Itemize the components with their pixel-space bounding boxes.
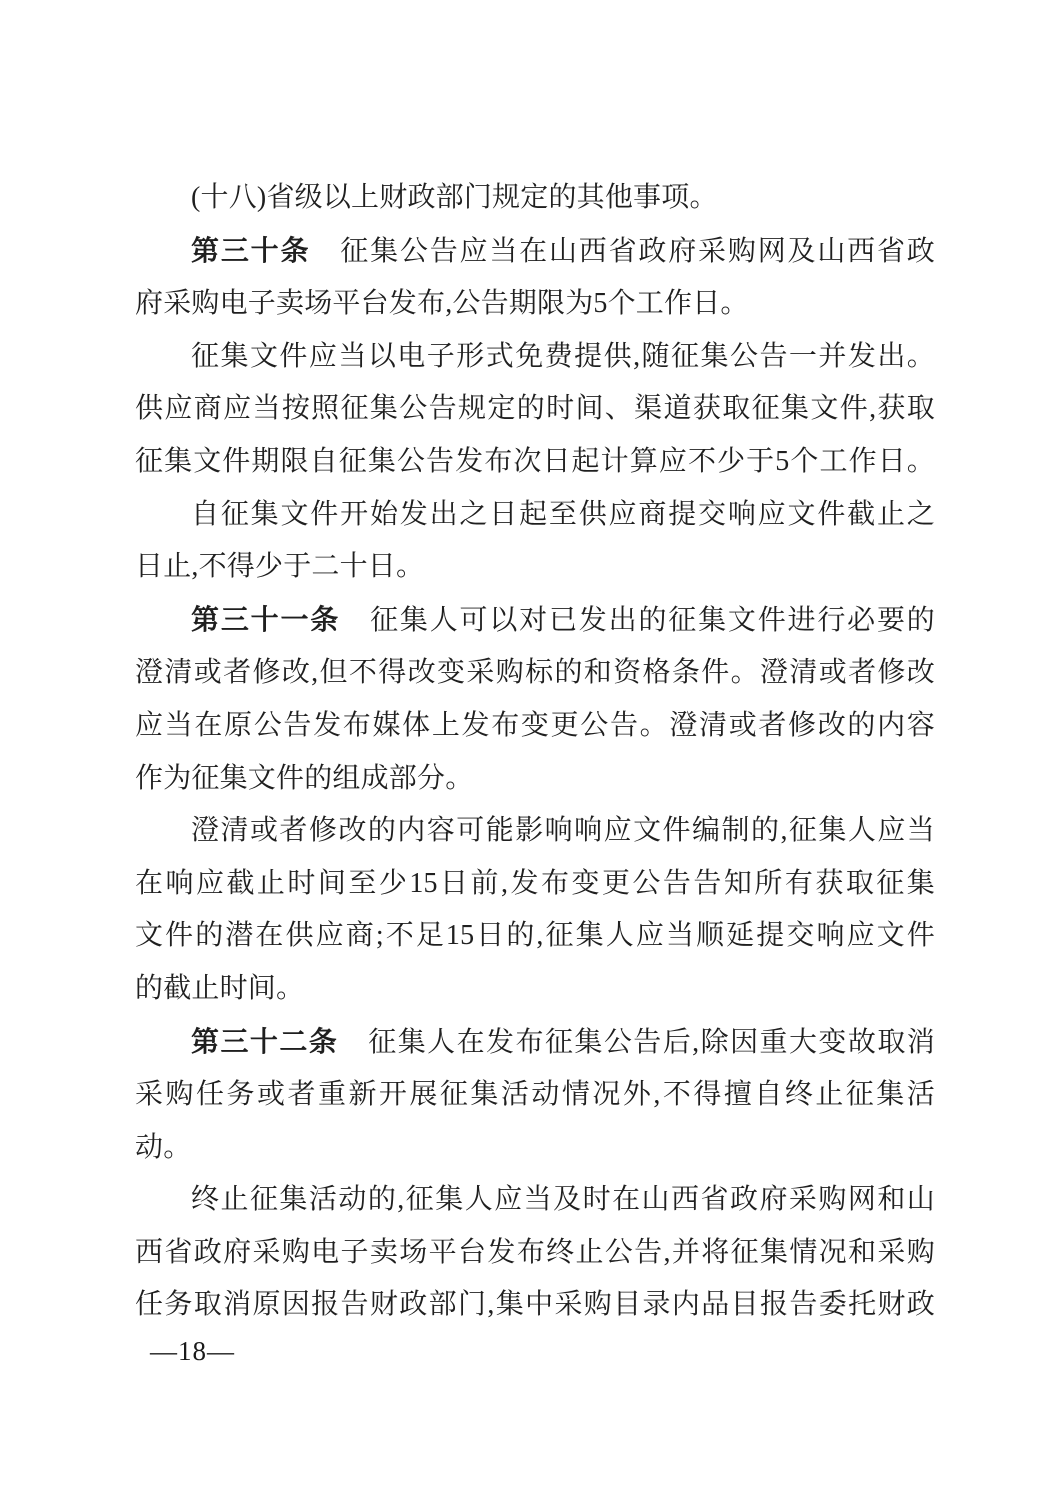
text-line: 日止,不得少于二十日。	[135, 551, 425, 583]
line-text: 征集人在发布征集公告后,除因重大变故取消	[368, 1026, 935, 1058]
text-line	[135, 225, 935, 279]
text-line: 澄清或者修改的内容可能影响响应文件编制的,征集人应当	[191, 815, 935, 847]
text-line: 动。	[135, 1131, 192, 1163]
text-line: 应当在原公告发布媒体上发布变更公告。澄清或者修改的内容	[135, 709, 935, 741]
text-block	[135, 172, 935, 1332]
text-line: 在响应截止时间至少15日前,发布变更公告告知所有获取征集	[135, 867, 935, 899]
text-line: 府采购电子卖场平台发布,公告期限为5个工作日。	[135, 288, 749, 320]
text-line: 征集文件应当以电子形式免费提供,随征集公告一并发出。	[191, 340, 935, 372]
text-line: 西省政府采购电子卖场平台发布终止公告,并将征集情况和采购	[135, 1236, 935, 1268]
text-line: 终止征集活动的,征集人应当及时在山西省政府采购网和山	[191, 1184, 935, 1216]
text-line: 的截止时间。	[135, 972, 305, 1004]
line-text: 征集公告应当在山西省政府采购网及山西省政	[340, 235, 935, 267]
text-line: 澄清或者修改,但不得改变采购标的和资格条件。澄清或者修改	[135, 657, 935, 689]
text-line: 作为征集文件的组成部分。	[135, 762, 474, 794]
text-line: 任务取消原因报告财政部门,集中采购目录内品目报告委托财政	[135, 1289, 935, 1321]
article-30-heading: 第三十条	[191, 234, 311, 266]
text-line: 供应商应当按照征集公告规定的时间、渠道获取征集文件,获取	[135, 393, 935, 425]
text-line: 文件的潜在供应商;不足15日的,征集人应当顺延提交响应文件	[135, 920, 935, 952]
text-line	[135, 594, 935, 648]
page-number: —18—	[150, 1336, 235, 1366]
line-text: 征集人可以对已发出的征集文件进行必要的	[370, 604, 935, 636]
text-line	[135, 1016, 935, 1070]
article-31-heading: 第三十一条	[191, 603, 341, 635]
text-line: 征集文件期限自征集公告发布次日起计算应不少于5个工作日。	[135, 445, 935, 477]
text-line: 采购任务或者重新开展征集活动情况外,不得擅自终止征集活	[135, 1079, 935, 1111]
article-32-heading: 第三十二条	[191, 1025, 339, 1057]
text-line: (十八)省级以上财政部门规定的其他事项。	[191, 182, 718, 213]
text-line: 自征集文件开始发出之日起至供应商提交响应文件截止之	[191, 498, 935, 530]
